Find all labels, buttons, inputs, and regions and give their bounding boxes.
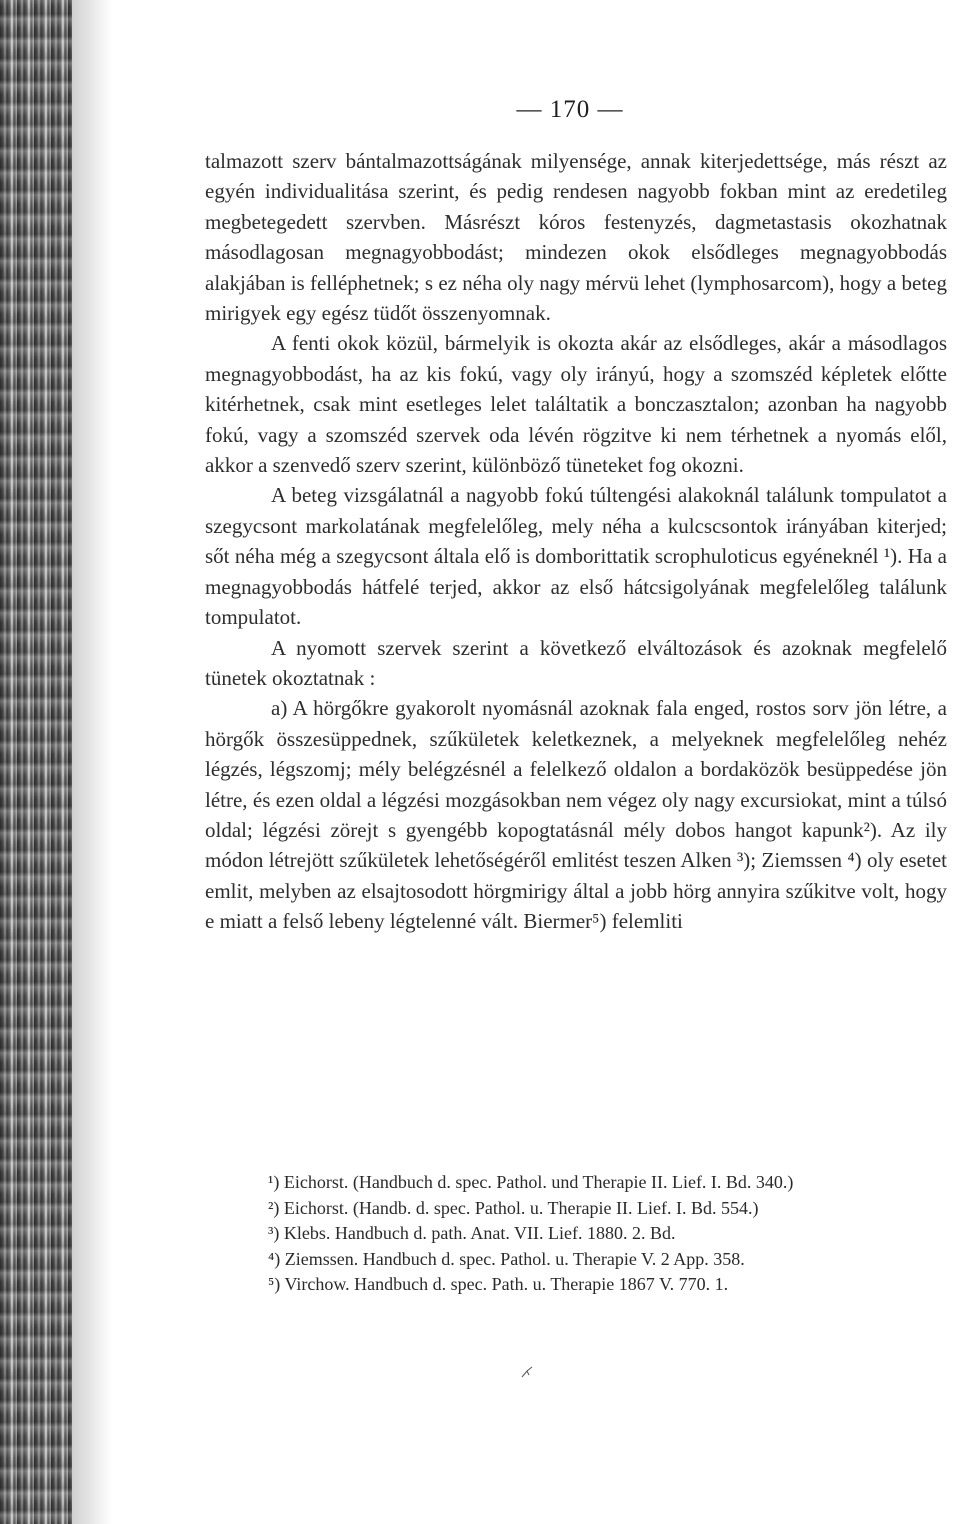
paragraph-continued: talmazott szerv bántalmazottságának milyensége, annak kiterjedettsége, más részt az egyén individualitása szerint, és pedig rendesen nagyobb fokban mint az eredetileg megbetegedett szervben. Másrészt kóros festenyzés, dagmetastasis okozhatnak másodlagosan megnagyobbodást; mindezen okok elsődleges megnagyobbodás alakjában is felléphetnek; s ez néha oly nagy mérvü lehet (lymphosarcom), hogy a beteg mirigyek egy egész tüdőt összenyomnak. [205,149,947,326]
paragraph: A nyomott szervek szerint a következő elváltozások és azoknak megfelelő tünetek okoztatnak : [205,635,947,690]
footnote: ⁴) Ziemssen. Handbuch d. spec. Pathol. u. Therapie V. 2 App. 358. [268,1248,745,1269]
paragraph: A beteg vizsgálatnál a nagyobb fokú túltengési alakoknál találunk tompulatot a szegycsont markolatának megfelelőleg, mely néha a kulcscsontok irányában kiterjed; sőt néha még a szegycsont általa elő is domborittatik scrophuloticus egyéneknél ¹). Ha a megnagyobbodás hátfelé terjed, akkor az első hátcsigolyának megfelelőleg találunk tompulatot. [205,483,947,630]
body-text [205,146,947,937]
scanned-binding-edge [0,0,72,1524]
binding-shadow [72,0,112,1524]
paragraph: a) A hörgőkre gyakorolt nyomásnál azoknak fala enged, rostos sorv jön létre, a hörgők összesüppednek, szűkületek keletkeznek, a melyeknek megfelelőleg nehéz légzés, légszomj; mély belégzésnél a felelkező oldalon a bordaközök besüppedése jön létre, és ezen oldal a légzési mozgásokban nem végez oly nagy excursiokat, mint a túlsó oldal; légzési zörejt s gyengébb kopogtatásnál mély dobos hangot kapunk²). Az ily módon létrejött szűkületek lehetőségéről emlitést teszen Alken ³); Ziemssen ⁴) oly esetet emlit, melyben az elsajtosodott hörgmirigy által a jobb hörg annyira szűkitve volt, hogy e miatt a felső lebeny légtelenné vált. Biermer⁵) felemliti [205,696,947,934]
footnote: ²) Eichorst. (Handb. d. spec. Pathol. u. Therapie II. Lief. I. Bd. 554.) [268,1197,759,1218]
page-number: — 170 — [516,96,624,123]
ink-speck [520,1365,534,1379]
footnote: ¹) Eichorst. (Handbuch d. spec. Pathol. und Therapie II. Lief. I. Bd. 340.) [268,1172,794,1192]
footnote: ³) Klebs. Handbuch d. path. Anat. VII. Lief. 1880. 2. Bd. [268,1223,676,1243]
paragraph: A fenti okok közül, bármelyik is okozta akár az elsődleges, akár a másodlagos megnagyobbodást, ha az kis fokú, vagy oly irányú, hogy a szomszéd képletek előtte kitérhetnek, csak mint esetleges lelet találtatik a bonczasztalon; azonban ha nagyobb fokú, vagy a szomszéd szervek oda lévén rögzitve ki nem térhetnek a nyomás elől, akkor a szenvedő szerv szerint, különböző tüneteket fog okozni. [205,331,947,478]
footnote: ⁵) Virchow. Handbuch d. spec. Path. u. Therapie 1867 V. 770. 1. [268,1274,729,1294]
footnotes [268,1170,948,1298]
